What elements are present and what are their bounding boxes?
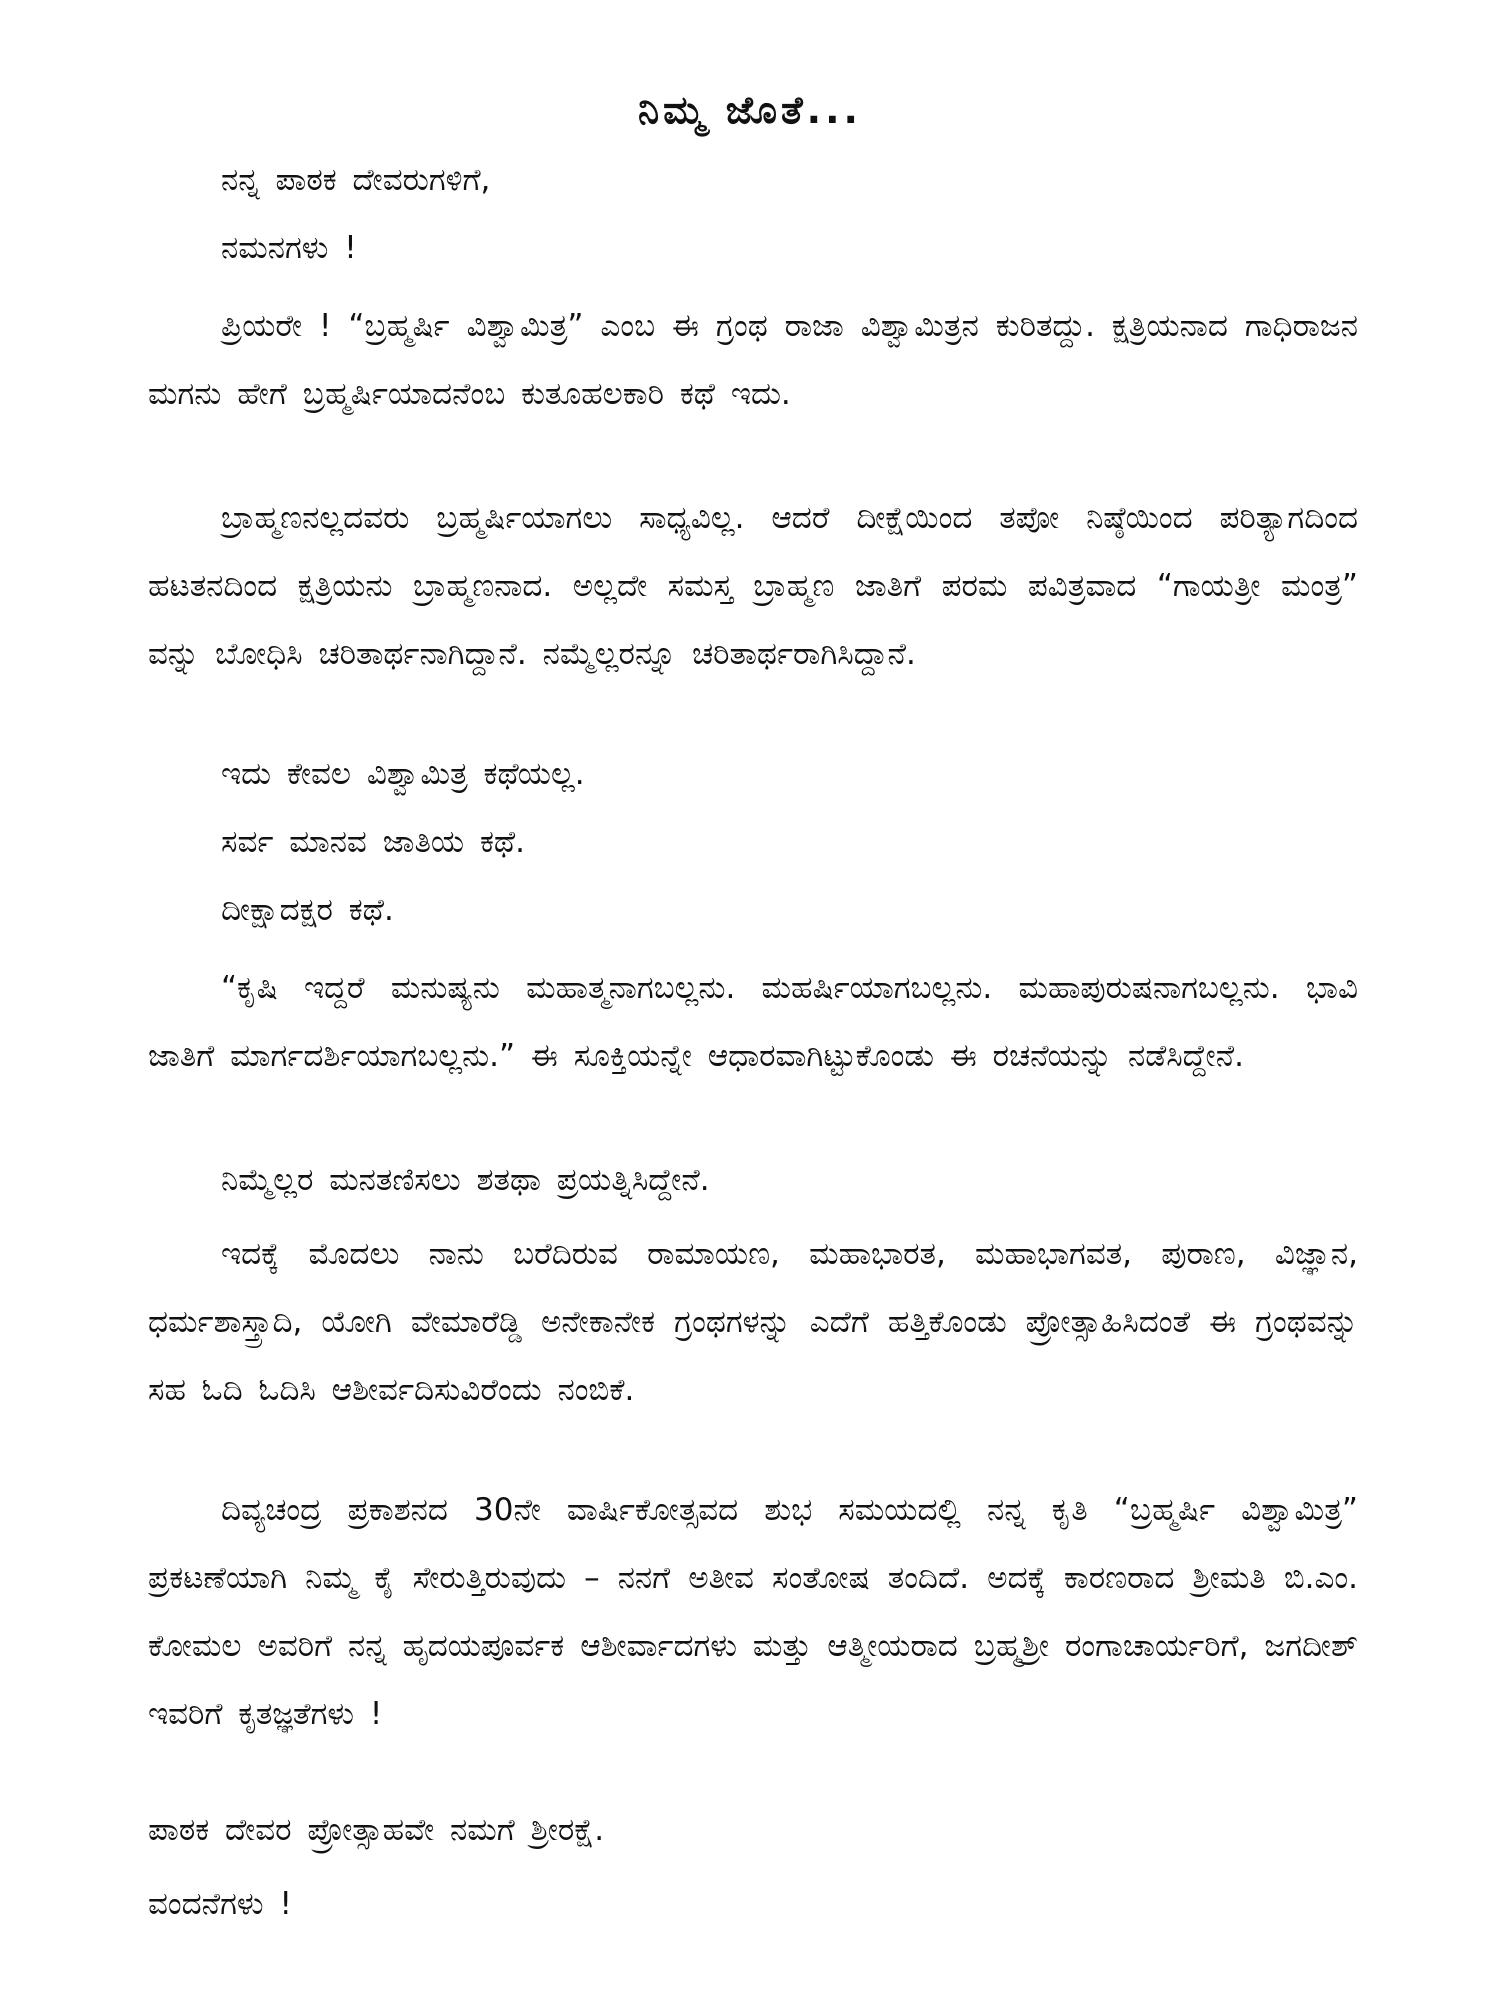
paragraph-quote: “ಕೃಷಿ ಇದ್ದರೆ ಮನುಷ್ಯನು ಮಹಾತ್ಮನಾಗಬಲ್ಲನು. ಮಹರ್ಷಿಯಾಗಬಲ್ಲನು. ಮಹಾಪುರುಷನಾಗಬಲ್ಲನು. ಭಾವಿ ಜಾತಿಗೆ ಮಾರ್ಗದರ್ಶಿಯಾಗಬಲ್ಲನು.” ಈ ಸೂಕ್ತಿಯನ್ನೇ ಆಧಾರವಾಗಿಟ್ಟುಕೊಂಡು ಈ ರಚನೆಯನ್ನು ನಡೆಸಿದ್ದೇನೆ. [148, 970, 1358, 1074]
line-effort: ನಿಮ್ಮೆಲ್ಲರ ಮನತಣಿಸಲು ಶತಥಾ ಪ್ರಯತ್ನಿಸಿದ್ದೇನೆ. [221, 1162, 710, 1198]
paragraph-intro: ಪ್ರಿಯರೇ ! “ಬ್ರಹ್ಮರ್ಷಿ ವಿಶ್ವಾಮಿತ್ರ” ಎಂಬ ಈ ಗ್ರಂಥ ರಾಜಾ ವಿಶ್ವಾಮಿತ್ರನ ಕುರಿತದ್ದು. ಕ್ಷತ್ರಿಯನಾದ ಗಾಧಿರಾಜನ ಮಗನು ಹೇಗೆ ಬ್ರಹ್ಮರ್ಷಿಯಾದನೆಂಬ ಕುತೂಹಲಕಾರಿ ಕಥೆ ಇದು. [148, 308, 1358, 412]
line-readers-support: ಪಾಠಕ ದೇವರ ಪ್ರೋತ್ಸಾಹವೇ ನಮಗೆ ಶ್ರೀರಕ್ಷೆ. [148, 1812, 605, 1848]
paragraph-anniversary: ದಿವ್ಯಚಂದ್ರ ಪ್ರಕಾಶನದ 30ನೇ ವಾರ್ಷಿಕೋತ್ಸವದ ಶುಭ ಸಮಯದಲ್ಲಿ ನನ್ನ ಕೃತಿ “ಬ್ರಹ್ಮರ್ಷಿ ವಿಶ್ವಾಮಿತ್ರ” ಪ್ರಕಟಣೆಯಾಗಿ ನಿಮ್ಮ ಕೈ ಸೇರುತ್ತಿರುವುದು – ನನಗೆ ಅತೀವ ಸಂತೋಷ ತಂದಿದೆ. ಅದಕ್ಕೆ ಕಾರಣರಾದ ಶ್ರೀಮತಿ ಬಿ.ಎಂ. ಕೋಮಲ ಅವರಿಗೆ ನನ್ನ ಹೃದಯಪೂರ್ವಕ ಆಶೀರ್ವಾದಗಳು ಮತ್ತು ಆತ್ಮೀಯರಾದ ಬ್ರಹ್ಮಶ್ರೀ ರಂಗಾಚಾರ್ಯರಿಗೆ, ಜಗದೀಶ್ ಇವರಿಗೆ ಕೃತಜ್ಞತೆಗಳು ! [148, 1492, 1358, 1732]
paragraph-brahmin: ಬ್ರಾಹ್ಮಣನಲ್ಲದವರು ಬ್ರಹ್ಮರ್ಷಿಯಾಗಲು ಸಾಧ್ಯವಿಲ್ಲ. ಆದರೆ ದೀಕ್ಷೆಯಿಂದ ತಪೋ ನಿಷ್ಠೆಯಿಂದ ಪರಿತ್ಯಾಗದಿಂದ ಹಟತನದಿಂದ ಕ್ಷತ್ರಿಯನು ಬ್ರಾಹ್ಮಣನಾದ. ಅಲ್ಲದೇ ಸಮಸ್ತ ಬ್ರಾಹ್ಮಣ ಜಾತಿಗೆ ಪರಮ ಪವಿತ್ರವಾದ “ಗಾಯತ್ರೀ ಮಂತ್ರ” ವನ್ನು ಬೋಧಿಸಿ ಚರಿತಾರ್ಥನಾಗಿದ್ದಾನೆ. ನಮ್ಮೆಲ್ಲರನ್ನೂ ಚರಿತಾರ್ಥರಾಗಿಸಿದ್ದಾನೆ. [148, 500, 1358, 672]
salutation: ನನ್ನ ಪಾಠಕ ದೇವರುಗಳಿಗೆ, [221, 162, 491, 198]
paragraph-previous-works: ಇದಕ್ಕೆ ಮೊದಲು ನಾನು ಬರೆದಿರುವ ರಾಮಾಯಣ, ಮಹಾಭಾರತ, ಮಹಾಭಾಗವತ, ಪುರಾಣ, ವಿಜ್ಞಾನ, ಧರ್ಮಶಾಸ್ತ್ರಾದಿ, ಯೋಗಿ ವೇಮಾರೆಡ್ಡಿ ಅನೇಕಾನೇಕ ಗ್ರಂಥಗಳನ್ನು ಎದೆಗೆ ಹತ್ತಿಕೊಂಡು ಪ್ರೋತ್ಸಾಹಿಸಿದಂತೆ ಈ ಗ್ರಂಥವನ್ನು ಸಹ ಓದಿ ಓದಿಸಿ ಆಶೀರ್ವದಿಸುವಿರೆಂದು ನಂಬಿಕೆ. [148, 1236, 1358, 1408]
greeting: ನಮನಗಳು ! [221, 230, 357, 266]
line-diksha: ದೀಕ್ಷಾದಕ್ಷರ ಕಥೆ. [221, 892, 394, 928]
line-not-just-story: ಇದು ಕೇವಲ ವಿಶ್ವಾಮಿತ್ರ ಕಥೆಯಲ್ಲ. [221, 756, 585, 792]
page-title: ನಿಮ್ಮ ಜೊತೆ... [638, 88, 862, 132]
closing: ವಂದನೆಗಳು ! [148, 1886, 292, 1922]
line-humanity: ಸರ್ವ ಮಾನವ ಜಾತಿಯ ಕಥೆ. [221, 824, 526, 860]
